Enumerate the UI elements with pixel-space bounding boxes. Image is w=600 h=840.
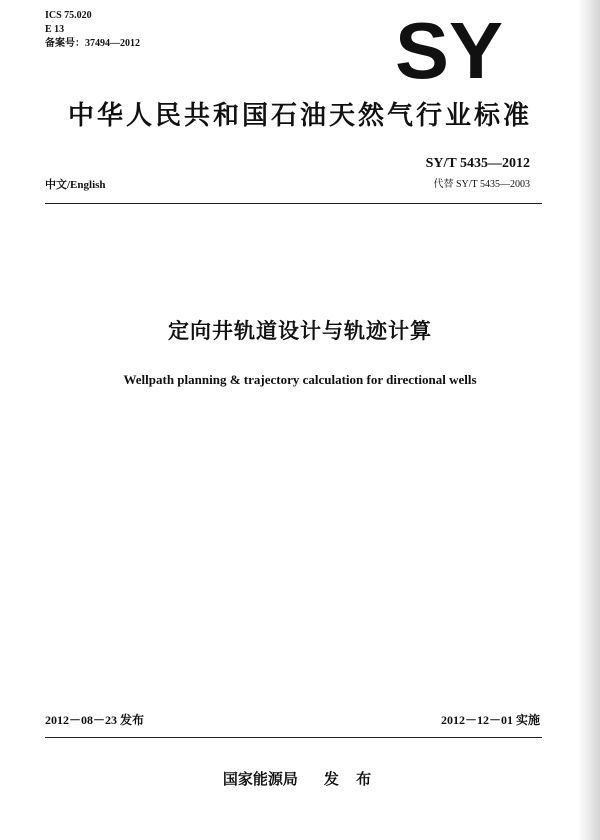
standard-code: SY/T 5435—2012 xyxy=(425,156,530,171)
top-divider xyxy=(45,203,542,204)
standard-title: 中华人民共和国石油天然气行业标准 xyxy=(67,101,532,131)
implementation-date: 2012－12－01 实施 xyxy=(440,713,540,727)
publisher-name: 国家能源局 xyxy=(222,770,298,788)
category-code: E 13 xyxy=(45,24,65,35)
publisher-line xyxy=(0,768,600,789)
sy-logo xyxy=(393,12,505,82)
header-meta xyxy=(45,9,140,51)
publisher-action: 发 布 xyxy=(323,770,378,788)
document-title-chinese: 定向井轨道设计与轨迹计算 xyxy=(168,319,432,343)
ics-code: ICS 75.020 xyxy=(45,10,92,21)
language-label: 中文/English xyxy=(45,179,106,191)
record-number: 备案号：37494—2012 xyxy=(45,38,140,49)
document-title-english: Wellpath planning & trajectory calculation for directional wells xyxy=(123,372,477,387)
bottom-divider xyxy=(45,737,542,738)
replaced-standard: 代替 SY/T 5435—2003 xyxy=(433,179,530,190)
issue-date: 2012－08－23 发布 xyxy=(45,713,145,727)
sy-logo-text: SY xyxy=(395,12,503,82)
